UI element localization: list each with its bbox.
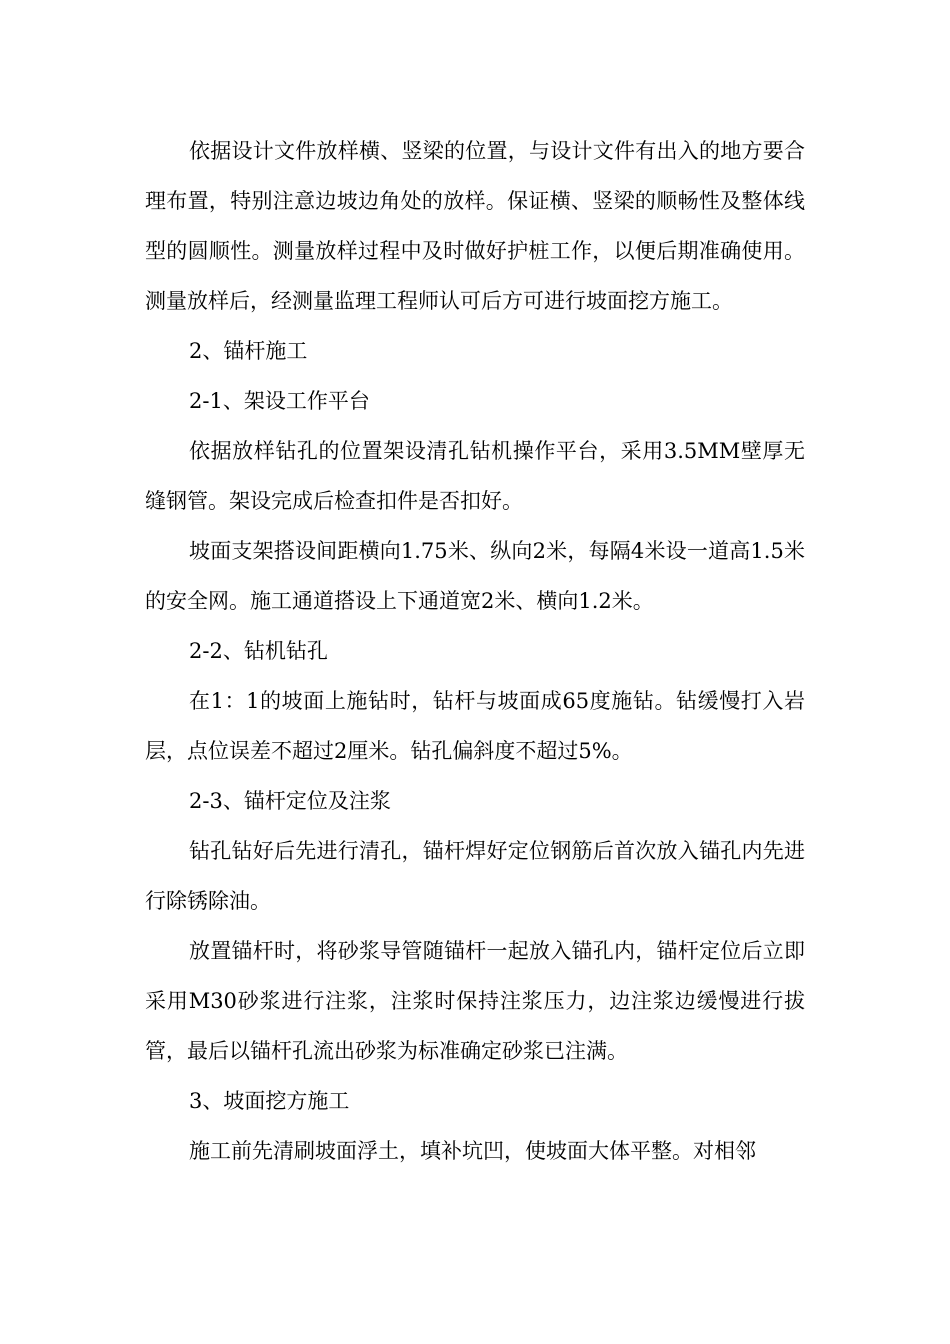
paragraph-drilling: 在1：1的坡面上施钻时，钻杆与坡面成65度施钻。钻缓慢打入岩层，点位误差不超过2厘米。钻孔偏斜度不超过5%。 [145,689,805,763]
heading-drilling: 2-2、钻机钻孔 [189,639,328,663]
paragraph-grouting: 放置锚杆时，将砂浆导管随锚杆一起放入锚孔内，锚杆定位后立即采用M30砂浆进行注浆，注浆时保持注浆压力，边注浆边缓慢进行拔管，最后以锚杆孔流出砂浆为标准确定砂浆已注满。 [145,939,805,1063]
heading-anchor-grouting: 2-3、锚杆定位及注浆 [189,789,391,813]
document-body [145,126,805,1176]
paragraph-scaffold-spacing: 坡面支架搭设间距横向1.75米、纵向2米，每隔4米设一道高1.5米的安全网。施工通道搭设上下通道宽2米、横向1.2米。 [145,539,805,613]
paragraph-excavation-prep: 施工前先清刷坡面浮土，填补坑凹，使坡面大体平整。对相邻 [189,1139,756,1163]
heading-anchor-construction: 2、锚杆施工 [189,339,308,363]
heading-work-platform: 2-1、架设工作平台 [189,389,370,413]
heading-slope-excavation: 3、坡面挖方施工 [189,1089,350,1113]
paragraph-platform-setup: 依据放样钻孔的位置架设清孔钻机操作平台，采用3.5MM壁厚无缝钢管。架设完成后检查扣件是否扣好。 [145,439,805,513]
paragraph-survey-setout: 依据设计文件放样横、竖梁的位置，与设计文件有出入的地方要合理布置，特别注意边坡边角处的放样。保证横、竖梁的顺畅性及整体线型的圆顺性。测量放样过程中及时做好护桩工作，以便后期准确使用。测量放样后，经测量监理工程师认可后方可进行坡面挖方施工。 [145,139,805,313]
paragraph-hole-cleaning: 钻孔钻好后先进行清孔，锚杆焊好定位钢筋后首次放入锚孔内先进行除锈除油。 [145,839,805,913]
